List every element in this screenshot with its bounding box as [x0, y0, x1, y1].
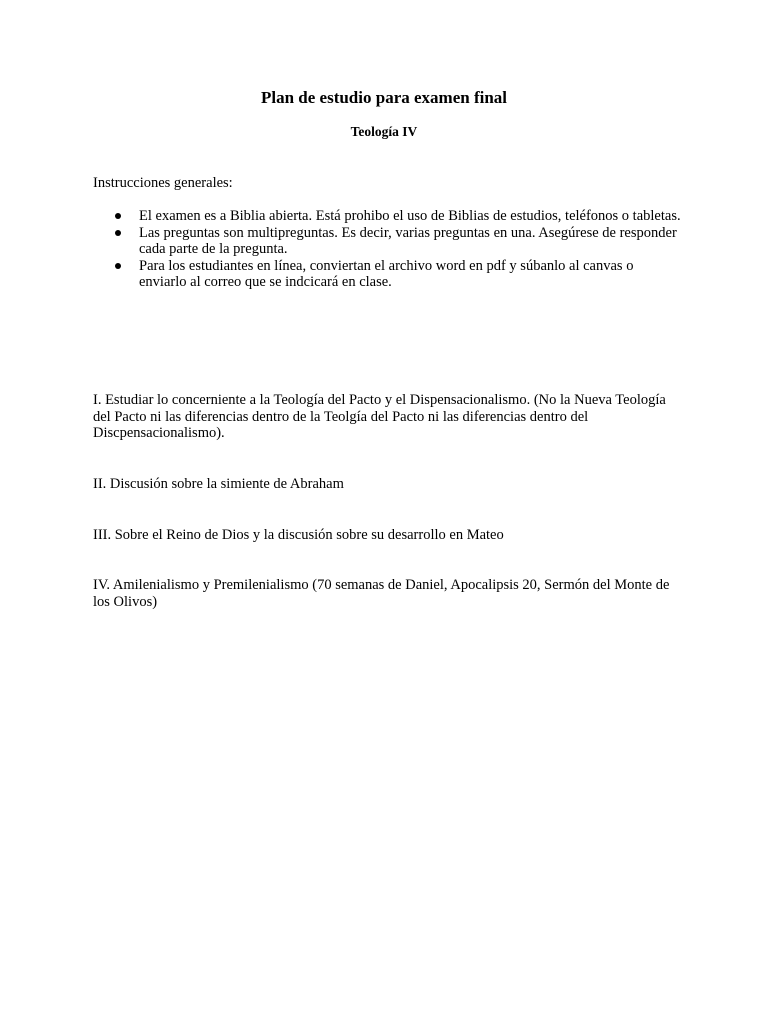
study-section-1: I. Estudiar lo concerniente a la Teología del Pacto y el Dispensacionalismo. (No la Nueva Teología del Pacto ni las diferencias dentro de la Teolgía del Pacto ni las diferencias dentro del Discpensacionalismo).	[93, 392, 666, 441]
document-subtitle: Teología IV	[350, 124, 418, 139]
document-title: Plan de estudio para examen final	[260, 88, 508, 107]
bullet-icon	[115, 230, 121, 236]
instructions-heading: Instrucciones generales:	[93, 175, 233, 191]
bullet-icon	[115, 263, 121, 269]
study-section-4: IV. Amilenialismo y Premilenialismo (70 semanas de Daniel, Apocalipsis 20, Sermón del Monte de los Olivos)	[93, 577, 670, 610]
list-item	[93, 258, 683, 291]
study-section-3: III. Sobre el Reino de Dios y la discusión sobre su desarrollo en Mateo	[93, 527, 504, 543]
list-item	[93, 208, 683, 225]
list-item	[93, 225, 683, 258]
instructions-list	[93, 208, 683, 291]
instruction-text: Las preguntas son multipreguntas. Es decir, varias preguntas en una. Asegúrese de responder cada parte de la pregunta.	[139, 224, 677, 257]
instruction-text: Para los estudiantes en línea, conviertan el archivo word en pdf y súbanlo al canvas o enviarlo al correo que se indcicará en clase.	[139, 257, 634, 290]
instruction-text: El examen es a Biblia abierta. Está prohibo el uso de Biblias de estudios, teléfonos o tabletas.	[139, 208, 681, 224]
bullet-icon	[115, 213, 121, 219]
study-section-2: II. Discusión sobre la simiente de Abraham	[93, 476, 344, 492]
